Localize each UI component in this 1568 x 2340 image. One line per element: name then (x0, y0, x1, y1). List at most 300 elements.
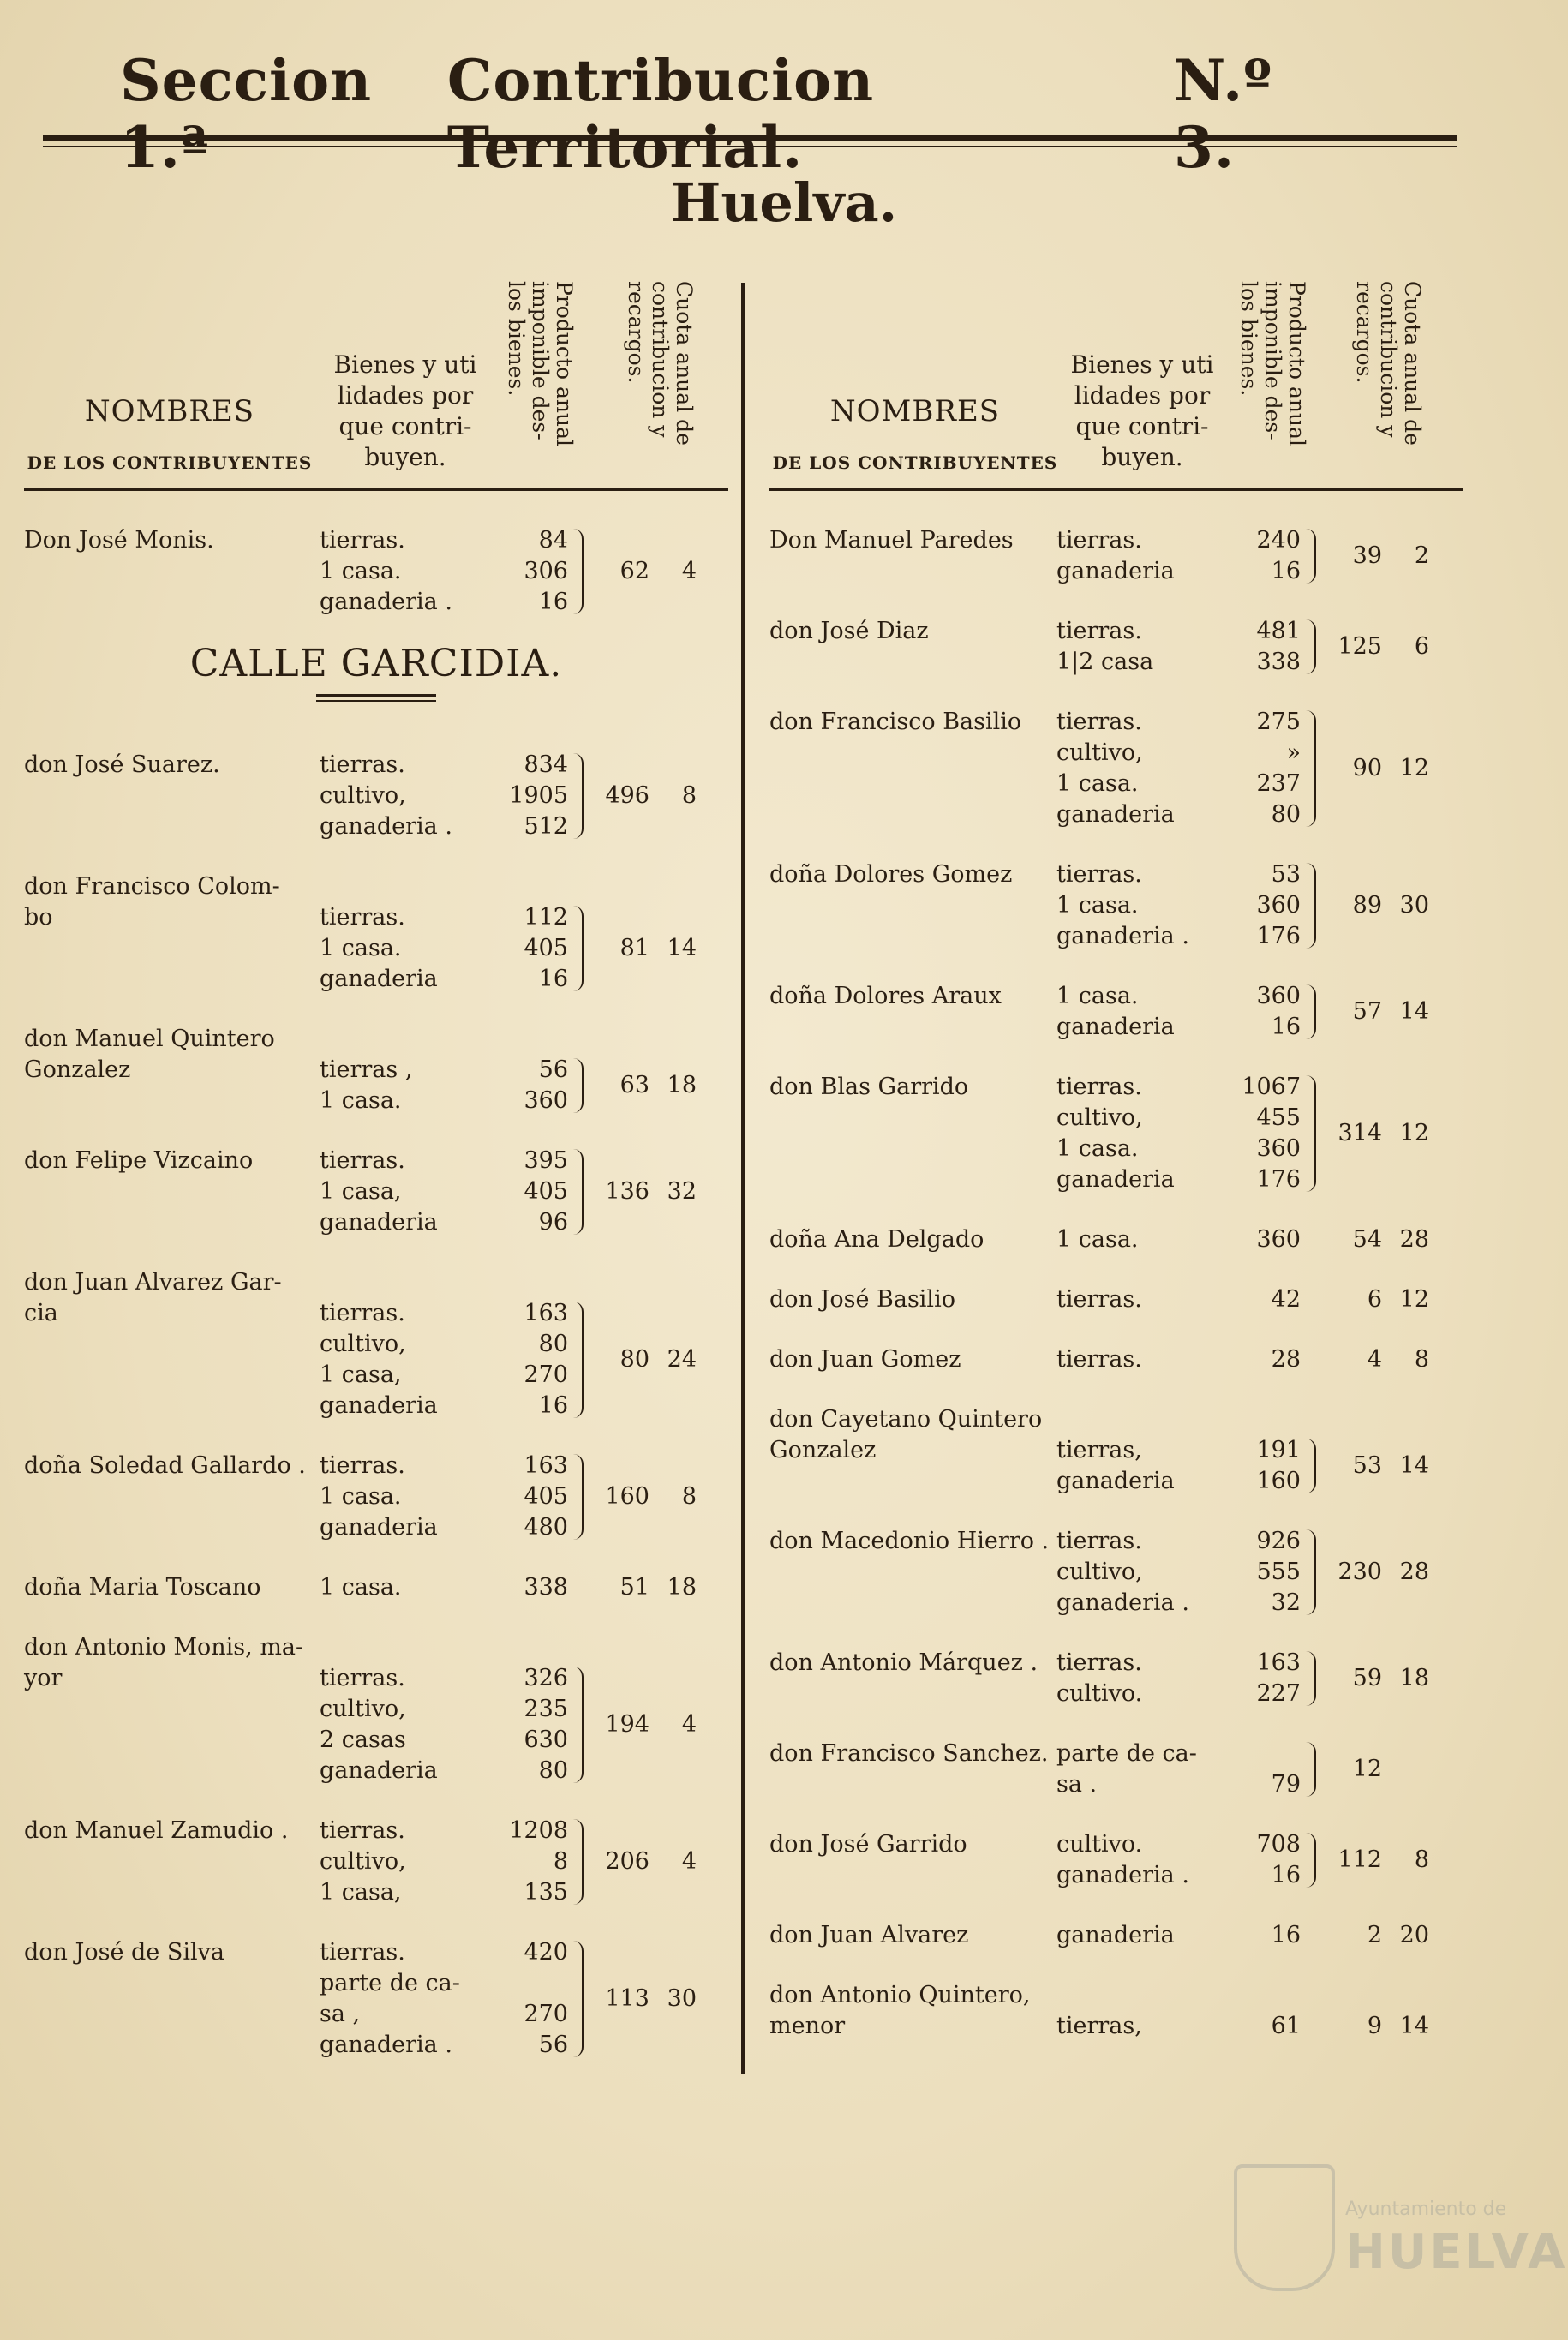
quota-maravedis: 4 (681, 558, 697, 584)
property-items (1056, 1284, 1142, 1315)
taxable-product-values (1224, 1920, 1301, 1951)
product-value: 630 (524, 1727, 568, 1753)
taxpayer-name-line: don Juan Gomez (769, 1346, 961, 1373)
property-item: ganaderia (1056, 1166, 1175, 1193)
property-items (320, 1572, 402, 1603)
taxpayer-name (769, 1829, 1052, 1860)
taxpayer-name (769, 981, 1052, 1012)
property-items (1056, 1920, 1175, 1951)
product-value: 235 (524, 1696, 568, 1722)
property-item: tierras. (320, 751, 405, 778)
quota-reales: 80 (619, 1346, 649, 1373)
quota-reales: 112 (1338, 1846, 1382, 1873)
taxpayer-name-line: doña Dolores Gomez (769, 861, 1013, 888)
property-item: tierras, (1056, 2013, 1142, 2039)
brace-mark (1306, 1742, 1316, 1797)
product-value: 163 (524, 1452, 568, 1479)
property-items (1056, 981, 1175, 1043)
taxpayer-name-line: don Felipe Vizcaino (24, 1147, 254, 1174)
quota-maravedis: 14 (1399, 998, 1429, 1025)
property-item: ganaderia (320, 966, 438, 992)
property-item: 1 casa. (320, 1574, 402, 1601)
property-item: tierras. (320, 904, 405, 931)
quota-reales: 9 (1367, 2013, 1382, 2039)
quota-reales: 89 (1352, 892, 1382, 919)
property-item: ganaderia . (320, 2032, 452, 2058)
property-item: 1 casa. (320, 1483, 402, 1510)
taxpayer-name-line: don Antonio Monis, ma- (24, 1634, 304, 1661)
brace-mark (573, 1819, 584, 1905)
brace-mark (1306, 619, 1316, 674)
quota-reales: 113 (605, 1985, 649, 2012)
taxpayer-name-line: don Manuel Quintero (24, 1026, 275, 1052)
property-item: 1 casa, (320, 1362, 402, 1388)
document-title: Contribucion Territorial. (446, 47, 875, 181)
annual-quota (1322, 1451, 1429, 1481)
quota-reales: 90 (1352, 755, 1382, 781)
property-item: 2 casas (320, 1727, 406, 1753)
contribuyentes-label: DE LOS CONTRIBUYENTES (772, 452, 1058, 473)
property-item: cultivo, (1056, 739, 1143, 766)
brace-mark (1306, 529, 1316, 584)
quota-maravedis: 12 (1399, 1120, 1429, 1146)
annual-quota (1322, 1344, 1429, 1375)
taxpayer-name (24, 525, 307, 556)
taxpayer-entry (24, 1572, 728, 1603)
product-value: 360 (1256, 892, 1301, 919)
quota-maravedis: 20 (1399, 1922, 1429, 1948)
product-value (491, 1968, 568, 1999)
product-value: 480 (524, 1514, 568, 1541)
taxpayer-name (24, 1632, 307, 1694)
annual-quota (589, 1572, 697, 1603)
annual-quota (589, 1070, 697, 1101)
property-item: ganaderia . (320, 589, 452, 615)
product-value: 360 (1256, 983, 1301, 1009)
taxable-product-values (491, 750, 568, 842)
taxable-product-values (1224, 1648, 1301, 1709)
taxpayer-entry (769, 981, 1463, 1043)
brace-mark (1306, 1651, 1316, 1706)
quota-maravedis: 8 (1414, 1346, 1429, 1373)
product-value: 270 (524, 1362, 568, 1388)
section-number: Seccion 1.ª (120, 47, 373, 181)
property-item: tierras. (320, 1817, 405, 1844)
quota-maravedis: 14 (667, 935, 697, 961)
taxpayer-name-line: don Francisco Basilio (769, 709, 1022, 735)
taxpayer-entry (24, 1632, 728, 1786)
taxpayer-name (769, 707, 1052, 738)
product-value: 240 (1256, 527, 1301, 554)
quota-maravedis: 8 (681, 1483, 697, 1510)
annual-quota (589, 1984, 697, 2014)
quota-maravedis: 14 (1399, 1452, 1429, 1479)
product-value: 1067 (1242, 1074, 1301, 1100)
property-item: tierras , (320, 1056, 413, 1083)
annual-quota (1322, 1920, 1429, 1951)
quota-reales: 62 (619, 558, 649, 584)
product-value: 176 (1256, 1166, 1301, 1193)
taxable-product-values (1224, 1526, 1301, 1619)
product-value: 555 (1256, 1559, 1301, 1585)
product-value: 926 (1256, 1528, 1301, 1554)
brace-mark (573, 1941, 584, 2057)
left-column (24, 274, 728, 2058)
product-value: 16 (1271, 1922, 1301, 1948)
taxpayer-name-line: Don José Monis. (24, 527, 214, 554)
quota-maravedis: 24 (667, 1346, 697, 1373)
property-items (320, 1937, 460, 2061)
brace-mark (1306, 710, 1316, 827)
product-value: 160 (1256, 1468, 1301, 1494)
quota-reales: 39 (1352, 542, 1382, 569)
property-item: tierras. (1056, 1286, 1142, 1313)
product-value: 338 (524, 1574, 568, 1601)
taxpayer-name-line: Don Manuel Paredes (769, 527, 1014, 554)
taxpayer-name-line: bo (24, 904, 53, 931)
property-item: ganaderia . (320, 813, 452, 840)
taxpayer-name (769, 1224, 1052, 1255)
taxpayer-entry (769, 616, 1463, 678)
property-item: ganaderia (320, 1757, 438, 1784)
taxpayer-name-line: don Francisco Sanchez. (769, 1740, 1049, 1767)
taxpayer-entry (24, 1267, 728, 1421)
product-value: 84 (538, 527, 568, 554)
property-item: ganaderia (320, 1392, 438, 1419)
annual-quota (1322, 631, 1429, 662)
bienes-header: Bienes y uti lidades por que contri- buyen. (1070, 350, 1214, 471)
quota-reales: 59 (1352, 1665, 1382, 1691)
product-value: 455 (1256, 1104, 1301, 1131)
taxable-product-values (491, 1937, 568, 2061)
quota-reales: 6 (1367, 1286, 1382, 1313)
taxpayer-name (769, 1920, 1052, 1951)
property-item: cultivo, (320, 1848, 406, 1875)
property-item: ganaderia (320, 1514, 438, 1541)
taxable-product-values (491, 1146, 568, 1238)
property-item: cultivo. (1056, 1831, 1143, 1858)
property-item: 1 casa. (1056, 1135, 1139, 1162)
brace-mark (1306, 1529, 1316, 1615)
annual-quota (1322, 1284, 1429, 1315)
brace-mark (1306, 863, 1316, 949)
property-item: ganaderia . (1056, 1862, 1189, 1888)
taxable-product-values (1224, 981, 1301, 1043)
property-item: ganaderia . (1056, 1589, 1189, 1616)
taxable-product-values (491, 1572, 568, 1603)
taxpayer-name-line: cia (24, 1300, 58, 1326)
taxpayer-name (769, 525, 1052, 556)
product-value: 80 (538, 1331, 568, 1357)
property-item: cultivo, (1056, 1559, 1143, 1585)
property-item: ganaderia (1056, 1922, 1175, 1948)
annual-quota (589, 1481, 697, 1512)
left-table-header (24, 274, 728, 491)
taxpayer-name (769, 1404, 1052, 1466)
property-items (320, 902, 438, 995)
product-value: 405 (524, 935, 568, 961)
cuota-header: Cuota anual de contribucion y recargos. (624, 281, 697, 446)
quota-reales: 136 (605, 1178, 649, 1205)
property-item: ganaderia (1056, 801, 1175, 828)
taxable-product-values (1224, 616, 1301, 678)
taxpayer-name (769, 616, 1052, 647)
taxpayer-entry (24, 1451, 728, 1543)
taxpayer-name (769, 1072, 1052, 1103)
property-items (1056, 1435, 1175, 1497)
property-item: ganaderia (1056, 558, 1175, 584)
taxpayer-name-line: doña Soledad Gallardo . (24, 1452, 306, 1479)
product-value: 16 (538, 589, 568, 615)
taxpayer-name (24, 1146, 307, 1176)
taxpayer-entry (24, 750, 728, 842)
product-value: 16 (1271, 558, 1301, 584)
taxpayer-name-line: don Manuel Zamudio . (24, 1817, 289, 1844)
quota-reales: 57 (1352, 998, 1382, 1025)
annual-quota (1322, 890, 1429, 921)
annual-quota (1322, 753, 1429, 784)
quota-reales: 194 (605, 1711, 649, 1738)
quota-reales: 230 (1338, 1559, 1382, 1585)
product-value: 80 (1271, 801, 1301, 828)
taxpayer-entry (769, 1224, 1463, 1255)
header-rule (43, 135, 1457, 141)
taxable-product-values (1224, 525, 1301, 587)
annual-quota (589, 1846, 697, 1877)
taxpayer-name-line: don José Garrido (769, 1831, 967, 1858)
property-items (1056, 1526, 1189, 1619)
product-value: 237 (1256, 770, 1301, 797)
quota-reales: 54 (1352, 1226, 1382, 1253)
taxpayer-name (769, 1980, 1052, 2042)
taxpayer-entry (24, 1937, 728, 2061)
taxpayer-name-line: doña Ana Delgado (769, 1226, 984, 1253)
product-value: 16 (1271, 1014, 1301, 1040)
annual-quota (1322, 1557, 1429, 1588)
quota-maravedis: 28 (1399, 1226, 1429, 1253)
taxpayer-name-line: don Cayetano Quintero (769, 1406, 1043, 1433)
annual-quota (1322, 541, 1429, 572)
taxpayer-entry (769, 859, 1463, 952)
property-item: tierras, (1056, 1437, 1142, 1463)
bienes-header: Bienes y uti lidades por que contri- buyen. (333, 350, 477, 471)
product-value: 16 (538, 1392, 568, 1419)
product-value: 227 (1256, 1680, 1301, 1707)
brace-mark (573, 906, 584, 991)
brace-mark (1306, 984, 1316, 1039)
taxpayer-entry (769, 1829, 1463, 1891)
taxpayer-entry (769, 525, 1463, 587)
taxpayer-entry (24, 871, 728, 995)
taxpayer-entry (769, 1284, 1463, 1315)
right-table-header (769, 274, 1463, 491)
right-column (769, 274, 1463, 2039)
quota-reales: 2 (1367, 1922, 1382, 1948)
brace-mark (1306, 1833, 1316, 1888)
brace-mark (1306, 1439, 1316, 1493)
annual-quota (589, 781, 697, 811)
taxpayer-name-line: menor (769, 2013, 846, 2039)
property-item: tierras. (320, 1939, 405, 1966)
taxpayer-entry (769, 1739, 1463, 1800)
taxpayer-name (24, 1816, 307, 1846)
property-items (1056, 2011, 1142, 2042)
property-item: 1 casa. (320, 558, 402, 584)
names-label: NOMBRES (84, 394, 255, 428)
property-items (1056, 525, 1175, 587)
names-header (769, 394, 1061, 473)
property-item: tierras. (1056, 618, 1142, 644)
taxable-product-values (1224, 859, 1301, 952)
taxable-product-values (1224, 707, 1301, 830)
taxpayer-entry (24, 1816, 728, 1908)
property-item: tierras. (1056, 1649, 1142, 1676)
property-item: 1 casa, (320, 1879, 402, 1906)
quota-maravedis: 6 (1414, 633, 1429, 660)
quota-maravedis: 2 (1414, 542, 1429, 569)
taxpayer-entry (769, 1072, 1463, 1195)
product-value: 42 (1271, 1286, 1301, 1313)
taxpayer-name (24, 1572, 307, 1603)
property-item: sa . (1056, 1771, 1098, 1798)
product-value: 306 (524, 558, 568, 584)
property-item: 1 casa, (320, 1178, 402, 1205)
coat-of-arms-icon (1234, 2164, 1335, 2291)
property-item: ganaderia . (1056, 923, 1189, 949)
taxable-product-values (491, 1298, 568, 1421)
taxable-product-values (491, 1816, 568, 1908)
taxpayer-name (769, 1284, 1052, 1315)
property-item: tierras. (320, 1665, 405, 1691)
taxable-product-values (491, 1451, 568, 1543)
property-items (320, 525, 452, 618)
brace-mark (1306, 1075, 1316, 1192)
property-item: ganaderia (320, 1209, 438, 1236)
product-value: 338 (1256, 649, 1301, 675)
quota-maravedis: 18 (667, 1072, 697, 1098)
product-value: 163 (1256, 1649, 1301, 1676)
city-title: Huelva. (670, 171, 898, 234)
taxable-product-values (1224, 1072, 1301, 1195)
header-rule-thin (43, 146, 1457, 147)
taxable-product-values (1224, 1435, 1301, 1497)
product-value: 270 (524, 2001, 568, 2027)
annual-quota (589, 933, 697, 964)
property-item: parte de ca- (1056, 1740, 1197, 1767)
product-value: » (1286, 739, 1301, 766)
property-items (320, 1298, 438, 1421)
street-section-heading (24, 642, 728, 702)
product-value: 1208 (509, 1817, 568, 1844)
property-item: 1 casa. (1056, 892, 1139, 919)
property-items (1056, 1224, 1139, 1255)
archive-watermark (1234, 2164, 1568, 2293)
quota-reales: 496 (605, 782, 649, 809)
taxpayer-name (769, 1648, 1052, 1679)
property-items (1056, 707, 1175, 830)
property-items (1056, 1739, 1197, 1800)
quota-maravedis: 12 (1399, 1286, 1429, 1313)
quota-maravedis: 18 (667, 1574, 697, 1601)
annual-quota (1322, 1845, 1429, 1876)
product-value: 326 (524, 1665, 568, 1691)
property-items (1056, 1829, 1189, 1891)
taxpayer-name (24, 1937, 307, 1968)
taxpayer-name-line: doña Maria Toscano (24, 1574, 261, 1601)
product-value: 834 (524, 751, 568, 778)
taxable-product-values (491, 1055, 568, 1116)
taxpayer-name-line: don Blas Garrido (769, 1074, 969, 1100)
product-value: 360 (524, 1087, 568, 1114)
property-item: cultivo, (1056, 1104, 1143, 1131)
product-value: 96 (538, 1209, 568, 1236)
taxpayer-name-line: don Macedonio Hierro . (769, 1528, 1050, 1554)
street-name: CALLE GARCIDIA. (189, 642, 563, 685)
product-value: 53 (1271, 861, 1301, 888)
property-item: cultivo. (1056, 1680, 1143, 1707)
quota-reales: 314 (1338, 1120, 1382, 1146)
taxable-product-values (1224, 1224, 1301, 1255)
product-value: 360 (1256, 1226, 1301, 1253)
taxpayer-name-line: don Francisco Colom- (24, 873, 280, 900)
property-item: tierras. (320, 1300, 405, 1326)
quota-maravedis: 12 (1399, 755, 1429, 781)
product-value (1224, 1739, 1301, 1769)
taxable-product-values (1224, 1284, 1301, 1315)
product-value: 8 (553, 1848, 568, 1875)
taxpayer-entry (769, 1344, 1463, 1375)
quota-maravedis: 4 (681, 1848, 697, 1875)
taxpayer-name (769, 1344, 1052, 1375)
property-items (1056, 616, 1153, 678)
brace-mark (573, 1302, 584, 1418)
property-item: tierras. (320, 1452, 405, 1479)
producto-header: Producto anual imponible des- los bienes. (504, 281, 577, 446)
product-value: 512 (524, 813, 568, 840)
quota-maravedis: 4 (681, 1711, 697, 1738)
taxpayer-entry (769, 1648, 1463, 1709)
product-value: 481 (1256, 618, 1301, 644)
product-value: 56 (538, 1056, 568, 1083)
product-value: 405 (524, 1483, 568, 1510)
product-value: 191 (1256, 1437, 1301, 1463)
product-value: 163 (524, 1300, 568, 1326)
property-item: 1 casa. (1056, 983, 1139, 1009)
annual-quota (1322, 2011, 1429, 2042)
property-item: tierras. (1056, 1528, 1142, 1554)
taxable-product-values (1224, 2011, 1301, 2042)
brace-mark (573, 753, 584, 839)
taxpayer-name-line: doña Dolores Araux (769, 983, 1002, 1009)
quota-reales: 160 (605, 1483, 649, 1510)
property-item: tierras. (1056, 1074, 1142, 1100)
page-header (120, 47, 1337, 181)
property-item: 1 casa. (320, 1087, 402, 1114)
property-items (1056, 1072, 1175, 1195)
taxpayer-name-line: don Juan Alvarez (769, 1922, 969, 1948)
quota-maravedis: 32 (667, 1178, 697, 1205)
quota-maravedis: 28 (1399, 1559, 1429, 1585)
annual-quota (1322, 1118, 1429, 1149)
quota-maravedis: 30 (667, 1985, 697, 2012)
quota-reales: 12 (1352, 1756, 1382, 1782)
property-item: cultivo, (320, 1696, 406, 1722)
taxpayer-name (24, 1451, 307, 1481)
property-items (320, 1816, 406, 1908)
taxpayer-name (24, 1024, 307, 1086)
quota-reales: 53 (1352, 1452, 1382, 1479)
column-divider (741, 283, 745, 2074)
